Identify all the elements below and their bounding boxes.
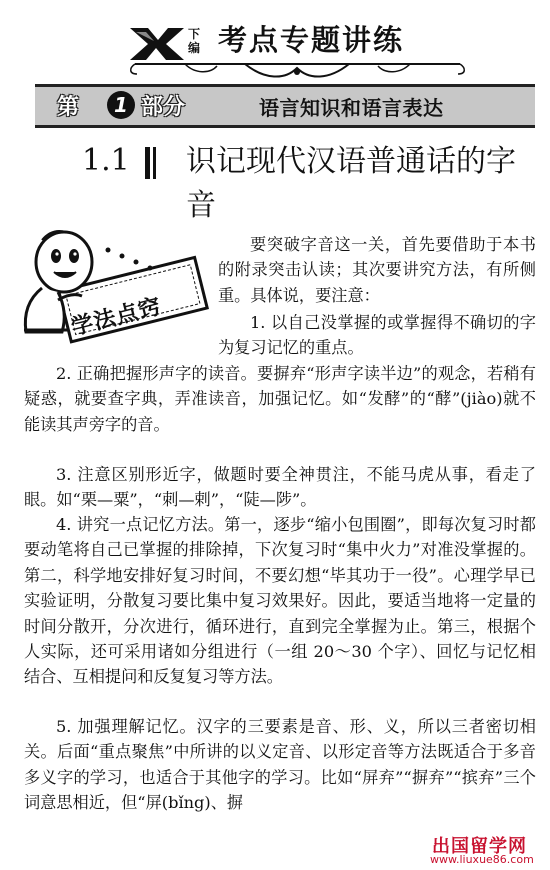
banner-part-prefix: 第: [57, 95, 80, 120]
section-title: 识记现代汉语普通话的字音: [186, 144, 516, 223]
ornament-divider: [125, 58, 470, 80]
watermark: [424, 832, 546, 868]
banner-part-suffix: 部分: [141, 95, 186, 120]
item-1-paragraph: [24, 310, 536, 361]
item-5-paragraph: 5. 加强理解记忆。汉字的三要素是音、形、义，所以三者密切相关。后面“重点聚焦”中所讲的以义定音、以形定音等方法既适合于多音多义字的学习，也适合于其他字的学习。比如“屏弃”“摒弃”“摈弃”三个词意思相近，但“屏(bǐng)、摒: [24, 717, 536, 813]
item-2-paragraph: 2. 正确把握形声字的读音。要摒弃“形声字读半边”的观念，若稍有疑惑，就要查字典，弄准读音，加强记忆。如“发酵”的“酵”(jiào)就不能读其声旁字的音。: [24, 364, 536, 434]
item-3-paragraph: 3. 注意区别形近字，做题时要全神贯注，不能马虎从事，看走了眼。如“栗—粟”，“刺—剌”，“陡—陟”。: [24, 465, 536, 510]
watermark-site-name: 出国留学网: [432, 836, 527, 857]
banner-part-number: 1: [107, 91, 135, 119]
x-logo-icon: [128, 26, 186, 62]
header-sub-label: 下编: [188, 27, 201, 55]
item-1-text: 1. 以自己没掌握的或掌握得不确切的字为复习记忆的重点。: [218, 313, 536, 358]
title-bar-thin: [153, 147, 156, 179]
intro-paragraph: 要突破字音这一关，首先要借助于本书的附录突击认读；其次要讲究方法，有所侧重。具体说，要注意：: [218, 235, 536, 305]
header-title: 考点专题讲练: [218, 23, 405, 57]
title-bar-thick: [145, 147, 150, 179]
page-header: [0, 0, 550, 78]
mascot-badge-text: 学法点窍: [68, 294, 165, 341]
banner-topic: 语言知识和语言表达: [259, 96, 444, 120]
section-number: 1.1: [82, 143, 130, 178]
item-4-paragraph: 4. 讲究一点记忆方法。第一，逐步“缩小包围圈”，即每次复习时都要动笔将自己已掌握的排除掉，下次复习时“集中火力”对准没掌握的。第二，科学地安排好复习时间，不要幻想“毕其功于一役”。心理学早已实验证明，分散复习要比集中复习效果好。因此，要适当地将一定量的时间分散开，分次进行，循环进行，直到完全掌握为止。第三，根据个人实际，还可采用诸如分组进行（一组 20～30 个字）、回忆与记忆相结合、互相提问和反复复习等方法。: [24, 515, 536, 687]
watermark-url: www.liuxue86.com: [430, 853, 534, 866]
section-banner: [35, 84, 535, 128]
